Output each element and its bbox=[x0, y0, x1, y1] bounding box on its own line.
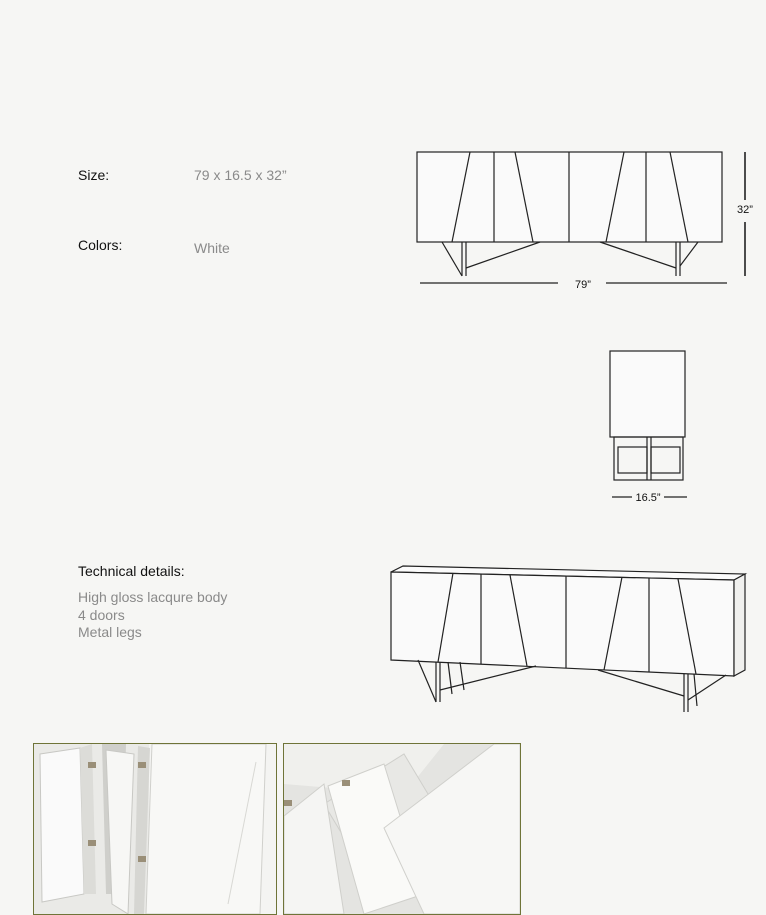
depth-dimension-label: 16.5” bbox=[635, 492, 661, 504]
colors-value: White bbox=[194, 240, 230, 256]
perspective-drawing bbox=[0, 555, 766, 725]
width-dimension-label: 79” bbox=[575, 279, 591, 291]
open-doors-illustration bbox=[34, 744, 276, 914]
door-detail-illustration bbox=[284, 744, 520, 914]
side-elevation-drawing bbox=[0, 340, 766, 510]
technical-detail-item: 4 doors bbox=[78, 606, 125, 623]
size-label: Size: bbox=[78, 167, 110, 183]
technical-detail-item: High gloss lacqure body bbox=[78, 589, 228, 605]
product-photo-door-detail bbox=[283, 743, 521, 915]
technical-details-heading: Technical details: bbox=[78, 563, 185, 579]
front-elevation-drawing bbox=[0, 0, 766, 320]
technical-detail-item: Metal legs bbox=[78, 624, 142, 640]
product-photo-open-doors bbox=[33, 743, 277, 915]
colors-label: Colors: bbox=[78, 237, 123, 253]
size-value: 79 x 16.5 x 32” bbox=[194, 167, 287, 183]
height-dimension-label: 32” bbox=[737, 204, 753, 216]
